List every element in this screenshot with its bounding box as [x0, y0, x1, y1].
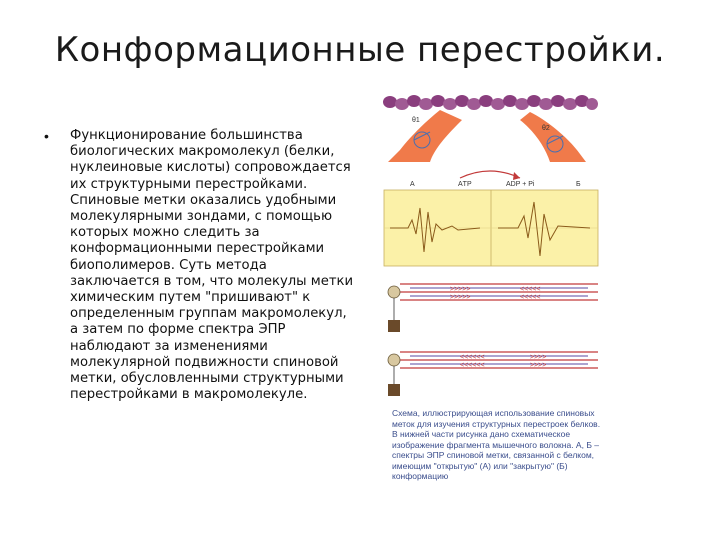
svg-text:<<<<<<: <<<<<<	[460, 354, 485, 361]
svg-text:>>>>: >>>>	[530, 362, 547, 369]
svg-text:>>>>>: >>>>>	[450, 294, 471, 301]
bullet-point: •	[44, 128, 49, 144]
reaction-arrow	[460, 171, 520, 178]
spectrum-a-top-label: A	[410, 181, 415, 188]
svg-text:>>>>: >>>>	[530, 354, 547, 361]
theta-1-label: θ1	[412, 117, 420, 124]
svg-text:<<<<<: <<<<<	[520, 286, 541, 293]
myosin-head-open	[388, 110, 462, 162]
svg-text:<<<<<: <<<<<	[520, 294, 541, 301]
theta-2-label: θ2	[542, 125, 550, 132]
figure-caption: Схема, иллюстрирующая использование спиновых меток для изучения структурных перестроек белков. В нижней части рисунка дано схематическое изображение фрагмента мышечного волокна. А, Б – спектры ЭПР спиновой метки, связанной с белком, имеющим "открытую" (А) или "закрытую" (Б) конформацию	[392, 408, 601, 481]
myosin-head-closed	[520, 112, 586, 162]
svg-text:<<<<<<: <<<<<<	[460, 362, 485, 369]
spectrum-b-top-label: Б	[576, 181, 581, 188]
muscle-fiber-contracted	[388, 352, 598, 396]
body-paragraph: Функционирование большинства биологических макромолекул (белки, нуклеиновые кислоты) сопровождается их структурными перестройками. Спиновые метки оказались удобными молекулярными зондами, с помощью которых можно следить за конформационными перестройками биополимеров. Суть метода заключается в том, что молекулы метки химическим путем "пришивают" к определенным группам макромолекул, а затем по форме спектра ЭПР наблюдают за изменениями молекулярной подвижности спиновой метки, обусловленными структурными перестройками в макромолекуле.	[70, 128, 354, 403]
muscle-fiber-relaxed	[388, 284, 598, 332]
adp-label: ADP + Pi	[506, 181, 535, 188]
atp-label: ΑТР	[458, 181, 472, 188]
slide-title: Конформационные перестройки.	[54, 30, 666, 70]
actin-filament	[383, 95, 598, 110]
svg-text:>>>>>: >>>>>	[450, 286, 471, 293]
